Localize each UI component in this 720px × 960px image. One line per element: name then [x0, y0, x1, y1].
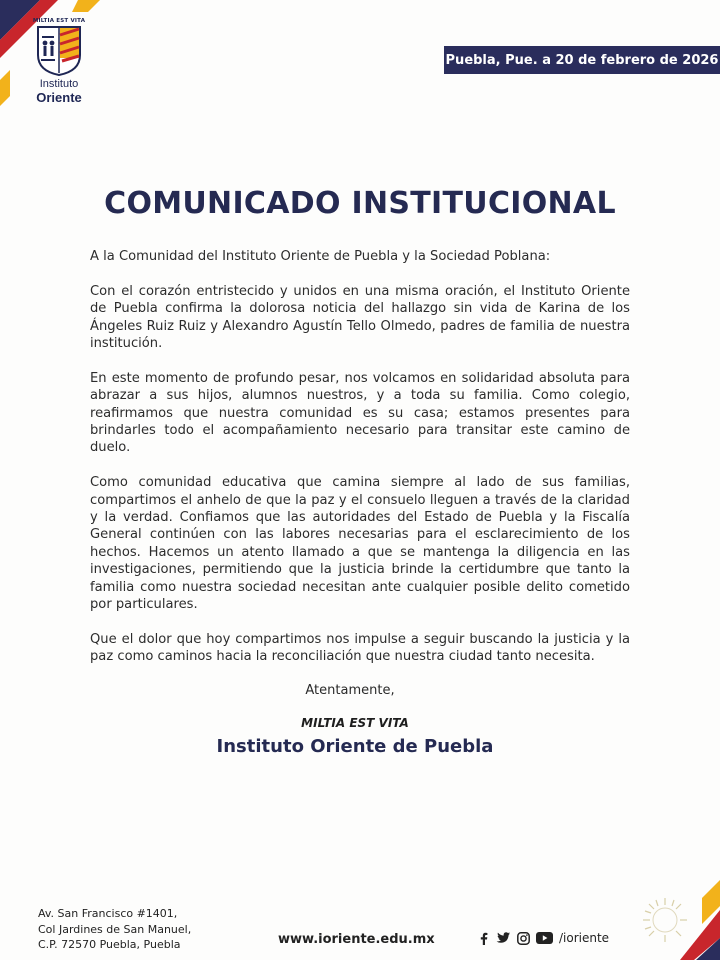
closing-block: [0, 683, 720, 757]
date-banner: Puebla, Pue. a 20 de febrero de 2026: [444, 46, 720, 74]
sign-off: Atentamente,: [305, 683, 395, 698]
address-line: Col Jardines de San Manuel,: [38, 922, 192, 936]
youtube-icon[interactable]: [536, 931, 553, 945]
paragraph-1: Con el corazón entristecido y unidos en una misma oración, el Instituto Oriente de Puebla confirma la dolorosa noticia del hallazgo sin vida de Karina de los Ángeles Ruiz Ruiz y Alexandro Agustín Tello Olmedo, padres de familia de nuestra institución.: [90, 283, 630, 352]
website-link[interactable]: www.ioriente.edu.mx: [278, 932, 435, 947]
twitter-icon[interactable]: [496, 931, 510, 945]
address-line: Av. San Francisco #1401,: [38, 907, 178, 920]
paragraph-4: Que el dolor que hoy compartimos nos impulse a seguir buscando la justicia y la paz como caminos hacia la reconciliación que nuestra ciudad tanto necesita.: [90, 631, 630, 665]
accreditation-seal: [640, 895, 690, 945]
page-title: COMUNICADO INSTITUCIONAL: [104, 186, 616, 221]
logo-name-line1: Instituto: [39, 78, 79, 90]
institute-logo: [26, 18, 92, 114]
salutation: A la Comunidad del Instituto Oriente de Puebla y la Sociedad Poblana:: [90, 249, 551, 264]
address-line: C.P. 72570 Puebla, Puebla: [38, 938, 181, 951]
social-links: [476, 931, 609, 945]
closing-motto: MILTIA EST VITA: [301, 716, 409, 730]
paragraph-2: En este momento de profundo pesar, nos volcamos en solidaridad absoluta para abrazar a sus hijos, alumnos nuestros, y a toda su familia. Como colegio, reafirmamos que nuestra comunidad es su casa; estamos presentes para brindarles todo el acompañamiento necesario para transitar este camino de duelo.: [90, 370, 630, 456]
social-handle[interactable]: /ioriente: [559, 931, 610, 945]
logo-motto: MILTIA EST VITA: [32, 18, 86, 24]
facebook-icon[interactable]: [476, 931, 490, 945]
logo-name-line2: Oriente: [36, 89, 82, 105]
signature-institution: Instituto Oriente de Puebla: [216, 736, 494, 757]
footer-address: [38, 906, 191, 953]
paragraph-3: Como comunidad educativa que camina siempre al lado de sus familias, compartimos el anhelo de que la paz y el consuelo lleguen a través de la claridad y la verdad. Confiamos que las autoridades del Estado de Puebla y la Fiscalía General continúen con las labores necesarias para el esclarecimiento de los hechos. Hacemos un atento llamado a que se mantenga la diligencia en las investigaciones, permitiendo que la justicia brinde la certidumbre que tanto la familia como nuestra sociedad necesitan ante cualquier posible delito cometido por particulares.: [90, 475, 630, 613]
instagram-icon[interactable]: [516, 931, 530, 945]
letter-body: [90, 248, 630, 683]
logo-wordmark: [36, 79, 82, 104]
shield-icon: [36, 25, 82, 77]
